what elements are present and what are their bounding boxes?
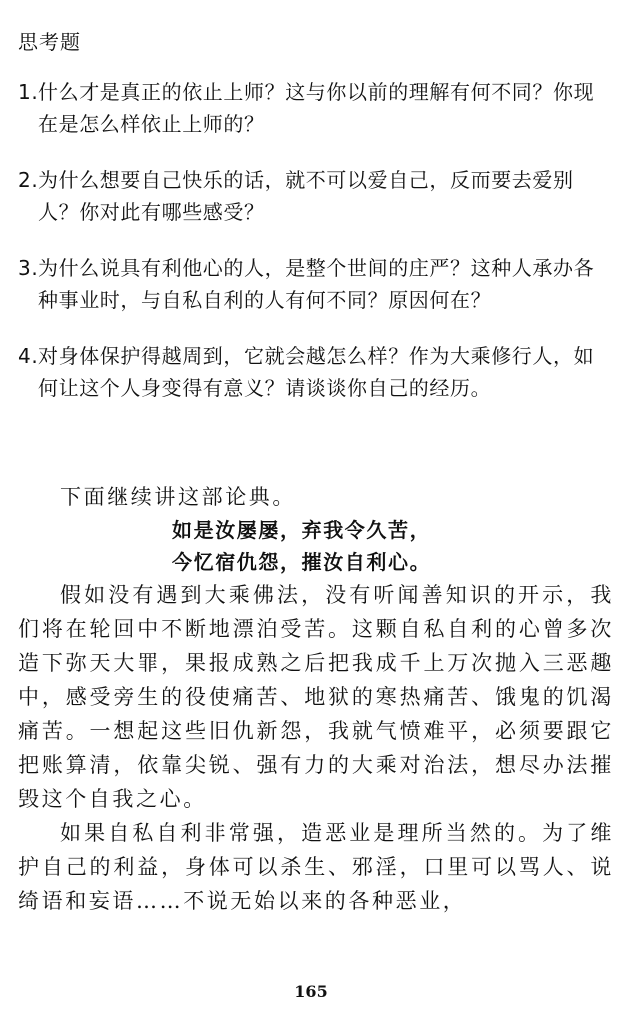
body-text [18, 480, 614, 918]
question-item-2 [18, 164, 608, 228]
section-title: 思考题 [18, 30, 81, 54]
question-number: 2. [18, 168, 39, 192]
question-item-1 [18, 76, 608, 140]
question-item-4 [18, 340, 608, 404]
question-item-3 [18, 252, 608, 316]
intro-paragraph: 下面继续讲这部论典。 [60, 485, 296, 509]
page-number: 165 [294, 982, 328, 1001]
question-number: 1. [18, 80, 39, 104]
verse-line-1: 如是汝屡屡，弃我令久苦， [172, 518, 432, 542]
question-text: 为什么想要自己快乐的话，就不可以爱自己，反而要去爱别人？你对此有哪些感受？ [38, 168, 574, 224]
paragraph-1: 假如没有遇到大乘佛法，没有听闻善知识的开示，我们将在轮回中不断地漂泊受苦。这颗自私自利的心曾多次造下弥天大罪，果报成熟之后把我成千上万次抛入三恶趣中，感受旁生的役使痛苦、地狱的寒热痛苦、饿鬼的饥渴痛苦。一想起这些旧仇新怨，我就气愤难平，必须要跟它把账算清，依靠尖锐、强有力的大乘对治法，想尽办法摧毁这个自我之心。 [18, 583, 614, 811]
question-list [18, 76, 608, 428]
question-text: 对身体保护得越周到，它就会越怎么样？作为大乘修行人，如何让这个人身变得有意义？请谈谈你自己的经历。 [38, 344, 595, 400]
question-text: 为什么说具有利他心的人，是整个世间的庄严？这种人承办各种事业时，与自私自利的人有何不同？原因何在？ [38, 256, 595, 312]
question-number: 4. [18, 344, 39, 368]
question-text: 什么才是真正的依止上师？这与你以前的理解有何不同？你现在是怎么样依止上师的？ [38, 80, 595, 136]
question-number: 3. [18, 256, 39, 280]
verse-line-2: 今忆宿仇怨，摧汝自利心。 [172, 550, 432, 574]
paragraph-2: 如果自私自利非常强，造恶业是理所当然的。为了维护自己的利益，身体可以杀生、邪淫，口里可以骂人、说绮语和妄语……不说无始以来的各种恶业， [18, 821, 614, 913]
